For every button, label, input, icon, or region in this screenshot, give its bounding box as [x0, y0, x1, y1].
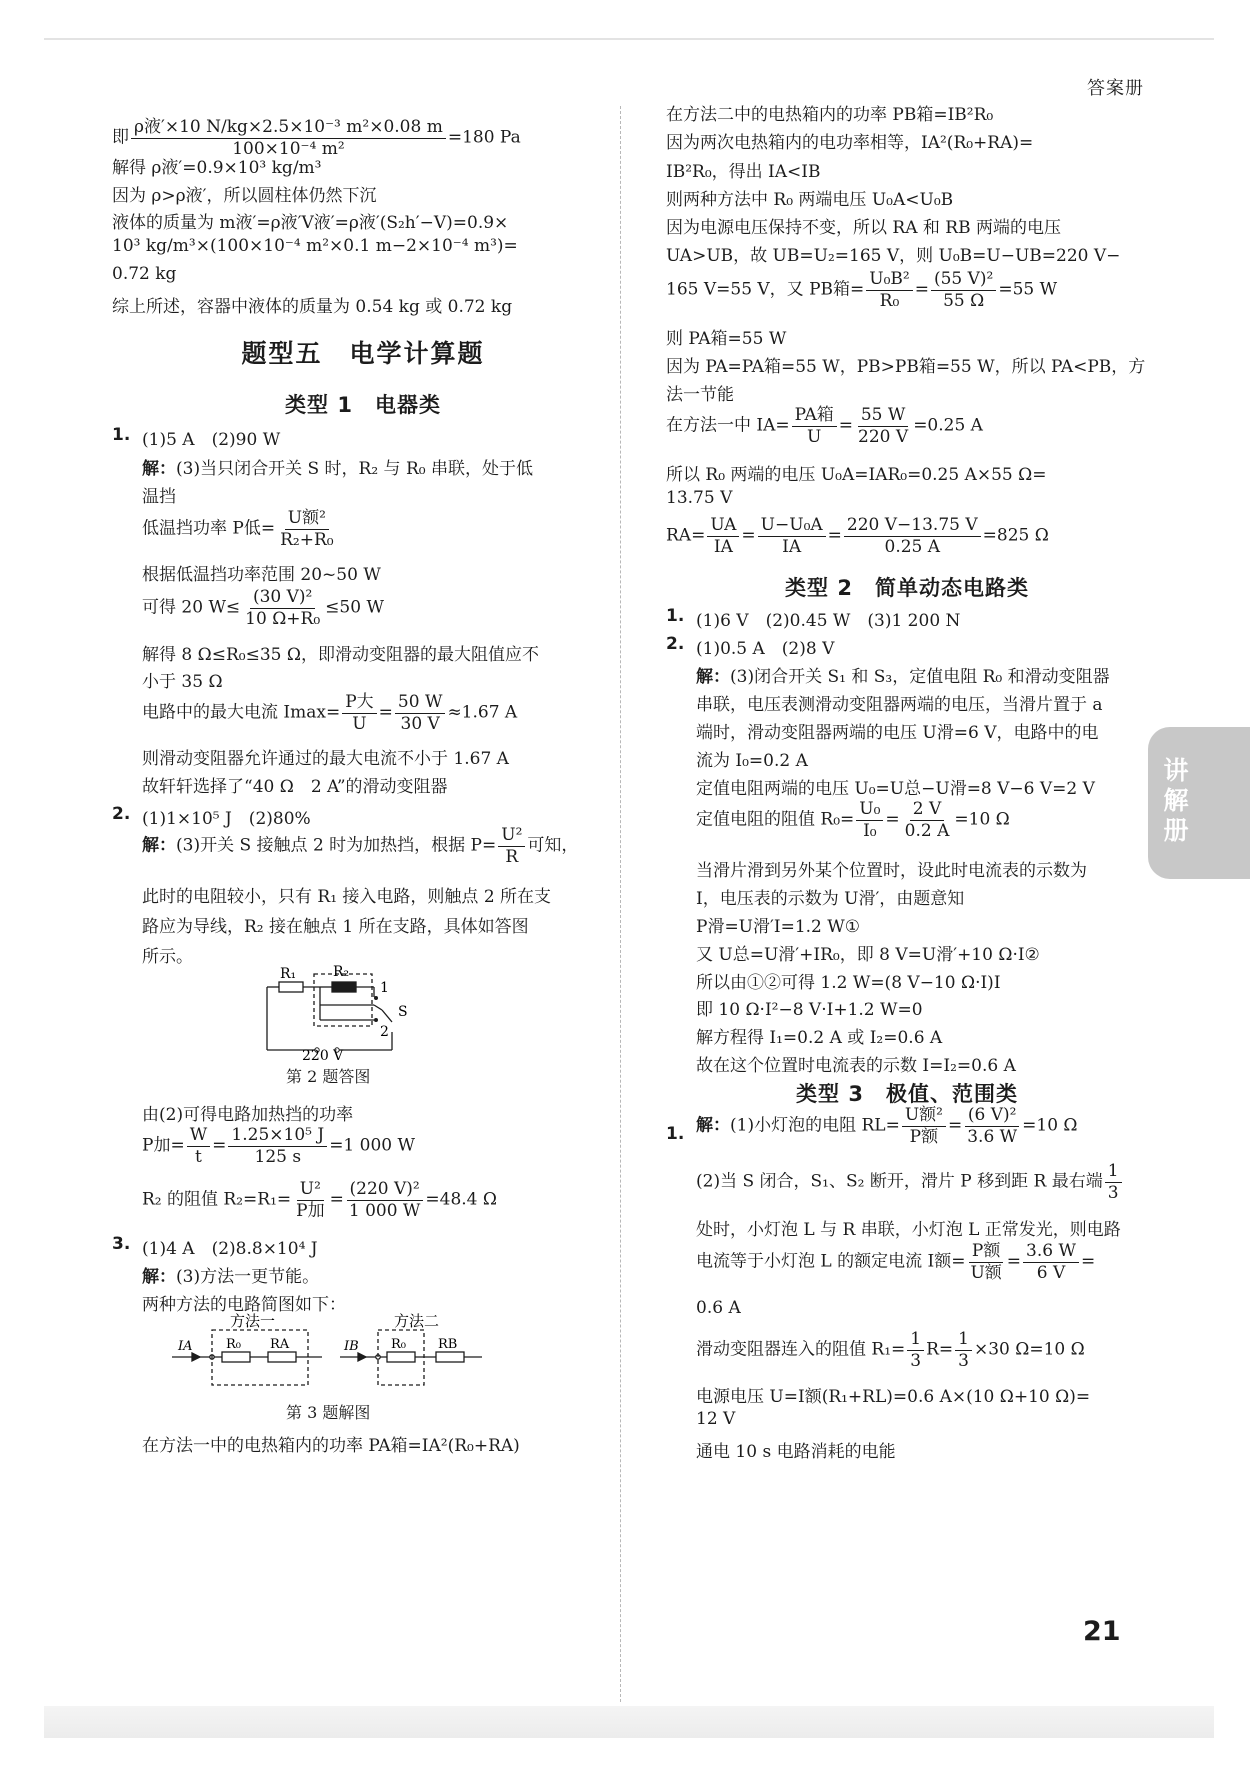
q1-number: 1. — [112, 425, 131, 445]
q2-r2-label: R₂ — [333, 964, 350, 980]
q2-number: 2. — [112, 804, 131, 824]
page-number: 21 — [1083, 1616, 1121, 1647]
scan-edge-bottom — [44, 1706, 1214, 1738]
q3-r0-label-b: R₀ — [391, 1337, 406, 1352]
q2-step-1: 解：(3)开关 S 接触点 2 时为加热挡，根据 P= $\frac{\text{U²}}{R}$ 可知， — [142, 825, 579, 867]
q3-ia-label: IA — [178, 1339, 193, 1354]
t2q2-step-11: 所以由①②可得 1.2 W=(8 V−10 Ω·I)I — [696, 973, 1001, 993]
q2-contact-2-label: 2 — [380, 1024, 389, 1040]
q1-step-9: 则滑动变阻器允许通过的最大电流不小于 1.67 A — [142, 749, 509, 769]
r-line-13: 13.75 V — [666, 488, 733, 508]
t2q2-step-10: 又 U总=U滑′+IR₀，即 8 V=U滑′+10 Ω·I② — [696, 945, 1040, 965]
t3q1-step-5: 0.6 A — [696, 1298, 741, 1318]
intro-line-5: 10³ kg/m³×(100×10⁻⁴ m²×0.1 m−2×10⁻⁴ m³)= — [112, 236, 518, 256]
q2-step-5: 由(2)可得电路加热挡的功率 — [142, 1105, 354, 1125]
q1-step-8: 电路中的最大电流 Imax= $\frac{\text{P大}}{U}$ = $\frac{50 W}{30 V}$ ≈1.67 A — [142, 692, 518, 734]
q3-method-2-label: 方法二 — [394, 1312, 440, 1330]
side-tab-label: 讲解册 — [1163, 756, 1189, 845]
q3-figure-caption: 第 3 题解图 — [286, 1403, 371, 1422]
t3q1-number: 1. — [666, 1124, 685, 1144]
t3q1-step-7: 电源电压 U=I额(R₁+RL)=0.6 A×(10 Ω+10 Ω)= — [696, 1387, 1091, 1407]
column-divider — [620, 106, 621, 1702]
type3-title: 类型 3 极值、范围类 — [796, 1082, 1018, 1106]
intro-line-4: 液体的质量为 m液′=ρ液′V液′=ρ液′(S₂h′−V)=0.9× — [112, 213, 509, 233]
r-line-1: 在方法二中的电热箱内的功率 PB箱=IB²R₀ — [666, 105, 994, 125]
r-line-5: 因为电源电压保持不变，所以 RA 和 RB 两端的电压 — [666, 218, 1061, 238]
intro-line-3: 因为 ρ>ρ液′，所以圆柱体仍然下沉 — [112, 186, 377, 206]
q1-step-6: 解得 8 Ω≤R₀≤35 Ω，即滑动变阻器的最大阻值应不 — [142, 645, 539, 665]
t2q2-step-8: I，电压表的示数为 U滑′，由题意知 — [696, 889, 965, 909]
header-label: 答案册 — [1087, 78, 1144, 99]
q2-step-3: 路应为导线，R₂ 接在触点 1 所在支路，具体如答图 — [142, 917, 529, 937]
t3q1-step-2: (2)当 S 闭合，S₁、S₂ 断开，滑片 P 移到距 R 最右端 $\frac{1}{3}$ — [696, 1162, 1124, 1202]
q2-step-2: 此时的电阻较小，只有 R₁ 接入电路，则触点 2 所在支 — [142, 887, 552, 907]
t2q2-step-12: 即 10 Ω·I²−8 V·I+1.2 W=0 — [696, 1000, 923, 1020]
q1-step-1: 解：(3)当只闭合开关 S 时，R₂ 与 R₀ 串联，处于低 — [142, 459, 533, 479]
q3-step-1: 解：(3)方法一更节能。 — [142, 1267, 320, 1287]
q1-answers: (1)5 A (2)90 W — [142, 430, 281, 450]
intro-line-6: 0.72 kg — [112, 264, 177, 284]
q2-circuit-diagram — [262, 962, 422, 1060]
t3q1-step-6: 滑动变阻器连入的阻值 R₁= $\frac{1}{3}$ R= $\frac{1}{3}$ ×30 Ω=10 Ω — [696, 1329, 1085, 1371]
q2-switch-label: S — [398, 1004, 408, 1020]
t2q2-answers: (1)0.5 A (2)8 V — [696, 639, 835, 659]
q3-number: 3. — [112, 1234, 131, 1254]
q2-figure-caption: 第 2 题答图 — [286, 1067, 371, 1086]
t2q2-step-1: 解：(3)闭合开关 S₁ 和 S₃，定值电阻 R₀ 和滑动变阻器 — [696, 667, 1110, 687]
q3-r0-label-a: R₀ — [226, 1337, 241, 1352]
t2q2-step-6: 定值电阻的阻值 R₀= $\frac{\text{U₀}}{\text{I₀}}$ = $\frac{2 V}{0.2 A}$ =10 Ω — [696, 799, 1010, 841]
r-line-6: UA>UB，故 UB=U₂=165 V，则 U₀B=U−UB=220 V− — [666, 246, 1121, 266]
r-line-4: 则两种方法中 R₀ 两端电压 U₀A<U₀B — [666, 190, 954, 210]
type1-title: 类型 1 电器类 — [285, 393, 441, 417]
intro-line-1: 即 $\frac{\text{ρ液′×10 N/kg×2.5×10⁻³ m²×0.08 m}}{\text{100×10⁻⁴ m²}}$ =180 Pa — [112, 117, 521, 159]
type2-title: 类型 2 简单动态电路类 — [785, 576, 1029, 600]
section-title: 题型五 电学计算题 — [241, 339, 485, 368]
q2-step-7: R₂ 的阻值 R₂=R₁= $\frac{\text{U²}}{\text{P加}}$ = $\frac{\text{(220 V)²}}{1 000 W}$ =48.4 Ω — [142, 1179, 497, 1221]
t2q2-step-2: 串联，电压表测滑动变阻器两端的电压，当滑片置于 a — [696, 695, 1103, 715]
t2q2-step-14: 故在这个位置时电流表的示数 I=I₂=0.6 A — [696, 1056, 1016, 1076]
q1-step-3: 低温挡功率 P低= $\frac{\text{U额²}}{\text{R₂+R₀}}$ — [142, 508, 334, 550]
t2q2-step-9: P滑=U滑′I=1.2 W① — [696, 917, 860, 937]
q2-contact-1-label: 1 — [380, 980, 389, 996]
r-line-3: IB²R₀，得出 IA<IB — [666, 162, 821, 182]
t2q1-number: 1. — [666, 606, 685, 626]
q2-step-4: 所示。 — [142, 947, 193, 967]
t2q2-number: 2. — [666, 634, 685, 654]
t3q1-step-8: 12 V — [696, 1409, 736, 1429]
r-line-7: 165 V=55 V，又 PB箱= $\frac{\text{U₀B²}}{\text{R₀}}$ = $\frac{\text{(55 V)²}}{55 \Omega}$ =55 W — [666, 269, 1058, 311]
r-line-11: 在方法一中 IA= $\frac{\text{PA箱}}{U}$ = $\frac{55 W}{220 V}$ =0.25 A — [666, 405, 983, 447]
q1-step-7: 小于 35 Ω — [142, 672, 223, 692]
scan-edge-top — [44, 38, 1214, 40]
r-line-10: 法一节能 — [666, 385, 734, 405]
q1-step-2: 温挡 — [142, 487, 176, 507]
t3q1-step-4: 电流等于小灯泡 L 的额定电流 I额= $\frac{\text{P额}}{\text{U额}}$ = $\frac{3.6 W}{6 V}$ = — [696, 1241, 1096, 1283]
q3-step-3: 在方法一中的电热箱内的功率 PA箱=IA²(R₀+RA) — [142, 1436, 520, 1456]
q3-rb-label: RB — [438, 1337, 458, 1352]
intro-line-7: 综上所述，容器中液体的质量为 0.54 kg 或 0.72 kg — [112, 297, 513, 317]
intro-line-2: 解得 ρ液′=0.9×10³ kg/m³ — [112, 158, 322, 178]
t3q1-step-9: 通电 10 s 电路消耗的电能 — [696, 1442, 896, 1462]
q2-r1-label: R₁ — [280, 966, 297, 982]
q3-answers: (1)4 A (2)8.8×10⁴ J — [142, 1239, 318, 1259]
q2-voltage-label: 220 V — [302, 1048, 344, 1060]
t2q2-step-3: 端时，滑动变阻器两端的电压 U滑=6 V，电路中的电 — [696, 723, 1099, 743]
t3q1-step-1: 解：(1)小灯泡的电阻 RL= $\frac{\text{U额²}}{\text{P额}}$ = $\frac{\text{(6 V)²}}{3.6 W}$ =10 Ω — [696, 1105, 1078, 1147]
r-line-9: 因为 PA=PA箱=55 W，PB>PB箱=55 W，所以 PA<PB，方 — [666, 357, 1146, 377]
q3-method-1-label: 方法一 — [230, 1312, 276, 1330]
q3-ra-label: RA — [270, 1337, 290, 1352]
q3-ib-label: IB — [344, 1339, 359, 1354]
t2q2-step-13: 解方程得 I₁=0.2 A 或 I₂=0.6 A — [696, 1028, 943, 1048]
r-line-14: RA= $\frac{UA}{IA}$ = $\frac{\text{U−U₀A}}{IA}$ = $\frac{220 V-13.75 V}{0.25 A}$ =825 Ω — [666, 515, 1049, 557]
t2q2-step-5: 定值电阻两端的电压 U₀=U总−U滑=8 V−6 V=2 V — [696, 779, 1095, 799]
r-line-8: 则 PA箱=55 W — [666, 329, 787, 349]
q1-step-4: 根据低温挡功率范围 20~50 W — [142, 565, 381, 585]
t2q2-step-7: 当滑片滑到另外某个位置时，设此时电流表的示数为 — [696, 861, 1087, 881]
t2q2-step-4: 流为 I₀=0.2 A — [696, 751, 808, 771]
t2q1-answers: (1)6 V (2)0.45 W (3)1 200 N — [696, 611, 961, 631]
q1-step-5: 可得 20 W≤ $\frac{\text{(30 V)²}}{\text{10 Ω+R₀}}$ ≤50 W — [142, 587, 384, 629]
r-line-12: 所以 R₀ 两端的电压 U₀A=IAR₀=0.25 A×55 Ω= — [666, 465, 1047, 485]
t3q1-step-3: 处时，小灯泡 L 与 R 串联，小灯泡 L 正常发光，则电路 — [696, 1220, 1121, 1240]
r-line-2: 因为两次电热箱内的电功率相等，IA²(R₀+RA)= — [666, 133, 1034, 153]
q2-step-6: P加= $\frac{W}{t}$ = $\frac{\text{1.25×10⁵ J}}{125 s}$ =1 000 W — [142, 1125, 415, 1167]
q3-step-2: 两种方法的电路简图如下： — [142, 1295, 346, 1315]
q1-step-10: 故轩轩选择了“40 Ω 2 A”的滑动变阻器 — [142, 777, 448, 797]
q3-circuit-diagram — [172, 1310, 592, 1392]
q2-answers: (1)1×10⁵ J (2)80% — [142, 809, 311, 829]
